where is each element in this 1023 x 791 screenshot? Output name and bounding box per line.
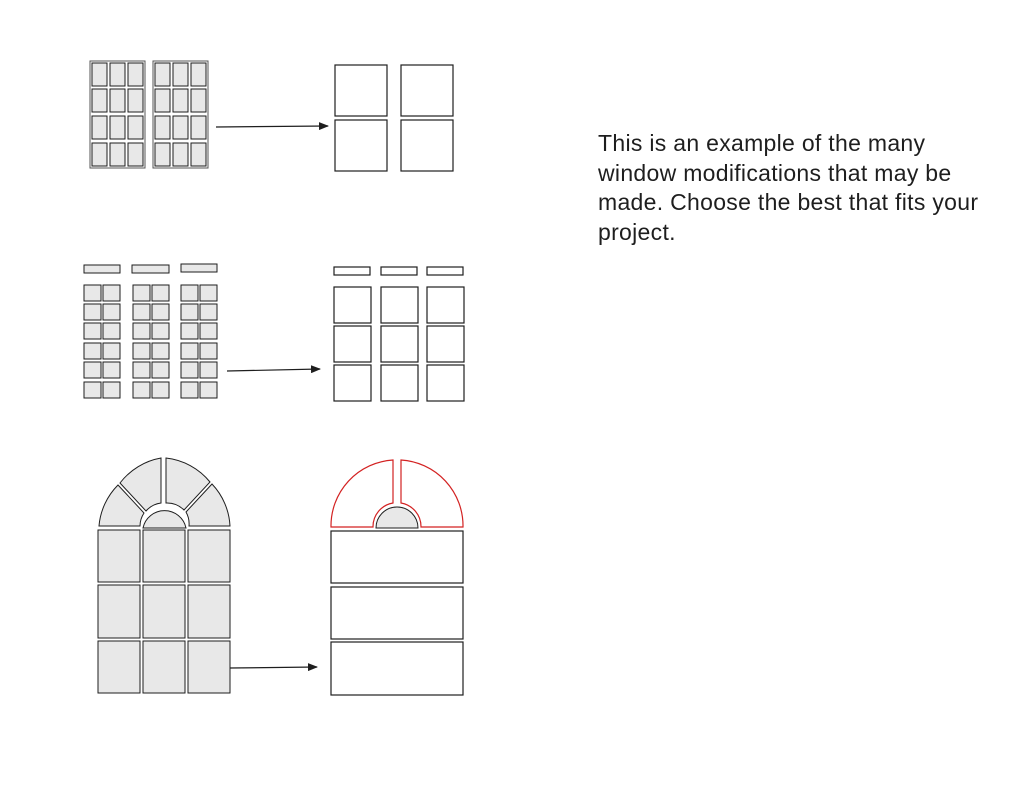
transom [181,264,217,272]
example-2 [84,264,464,401]
horizontal-panel [331,587,463,639]
example-3-after-window [331,460,463,695]
horizontal-panel [331,531,463,583]
description-text: This is an example of the many window modifications that may be made. Choose the best that fits your project. [598,130,979,245]
example-3-arrow [230,667,317,668]
transom [334,267,370,275]
transom [132,265,169,273]
example-1-before-window [90,61,208,168]
example-3-before-window [98,458,230,693]
horizontal-panel [331,642,463,695]
arch-hub [143,511,186,528]
example-1 [90,61,453,171]
example-2-arrow [227,369,320,371]
example-1-after-window [335,65,453,171]
transom [381,267,417,275]
example-3 [98,458,463,695]
arch-hub [376,507,418,528]
example-2-before-window [84,264,217,398]
transom [84,265,120,273]
example-2-after-window [334,267,464,401]
example-1-arrow [216,126,328,127]
transom [427,267,463,275]
